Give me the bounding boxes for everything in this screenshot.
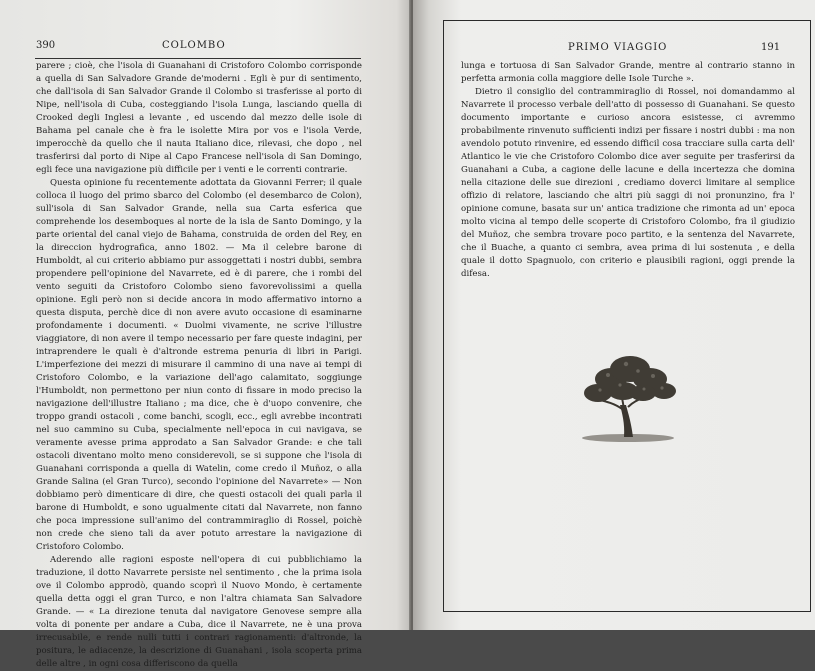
right-running-head: PRIMO VIAGGIO — [568, 42, 668, 53]
left-page-number: 390 — [36, 40, 56, 51]
left-paragraph-2: Questa opinione fu recentemente adottata da Giovanni Ferrer; il quale colloca il luogo del primo sbarco del Colombo (el desembarco de Colon), sull'isola di San Salvador Grande, nella sua Carta esferica que comprehende los desemboques al norte de la isla de Santo Domingo, y la parte oriental del canal viejo de Bahama, construida de orden del Rey, en la direccion hydrografica, anno 1802. — Ma il celebre barone di Humboldt, al cui criterio abbiamo pur assoggettati i nostri dubbi, sembra propendere pell'opinione del Navarrete, ed è di parere, che i rombi del vento seguiti da Cristoforo Colombo sieno favorevolissimi a quella opinione. Egli però non si decide ancora in modo affermativo intorno a questa disputa, perchè dice di non avere avuto occasione di esaminarne profondamente i documenti. « Duolmi vivamente, ne scrive l'illustre viaggiatore, di non avere il tempo necessario per fare queste indagini, per intraprendere le quali è d'altronde estrema penuria di libri in Parigi. L'imperfezione dei mezzi di misurare il cammino di una nave ai tempi di Cristoforo Colombo, e la variazione dell'ago calamitato, soggiunge l'Humboldt, non permettono per niun conto di fissare in modo preciso la navigazione dell'illustre Italiano ; ma dice, che è d'uopo convenire, che troppo grandi ostacoli , come banchi, scogli, ecc., egli avrebbe incontrati nel suo cammino su Cuba, specialmente nell'epoca in cui navigava, se veramente avesse prima approdato a San Salvador Grande: e che tali ostacoli diventano molto meno considerevoli, se si suppone che l'isola di Guanahani corrisponda a quella di Watelin, come credo il Muñoz, o alla Grande Salina (el Gran Turco), secondo l'opinione del Navarrete» — Non dobbiamo però dimenticare di dire, che questi ostacoli dei quali parla il barone di Humboldt, e sono ugualmente citati dal Navarrete, non fanno che poca impressione sull'animo del contrammiraglio di Rossel, poichè non crede che sieno tali da aver potuto arrestare la navigazione di Cristoforo Colombo. — [36, 178, 362, 552]
left-running-head: COLOMBO — [162, 40, 226, 51]
right-page — [413, 0, 815, 630]
right-paragraph-1: lunga e tortuosa di San Salvador Grande, mentre al contrario stanno in perfetta armonia colla maggiore delle Isole Turche ». — [461, 61, 795, 84]
left-paragraph-3: Aderendo alle ragioni esposte nell'opera di cui pubblichiamo la traduzione, il dotto Navarrete persiste nel sentimento , che la prima isola ove il Colombo approdò, quando scoprì il Nuovo Mondo, è certamente quella detta oggi el gran Turco, e non l'altra chiamata San Salvadore Grande. — « La direzione tenuta dal navigatore Genovese sempre alla volta di ponente per andare a Cuba, dice il Navarrete, ne è una prova irrecusabile, e rende nulli tutti i contrari ragionamenti: d'altronde, la positura, le adiacenze, la descrizione di Guanahani , isola scoperta prima delle altre , in ogni cosa differiscono da quella — [36, 555, 362, 669]
left-page-body — [36, 60, 362, 671]
right-page-number: 191 — [761, 42, 781, 53]
left-paragraph-1: parere ; cioè, che l'isola di Guanahani di Cristoforo Colombo corrisponde a quella di San Salvadore Grande de'moderni . Egli è pur di sentimento, che dall'isola di San Salvador Grande il Colombo si trasferisse al porto di Nipe, nell'isola di Cuba, costeggiando l'isola Lunga, lasciando quella di Crooked degli Inglesi a levante , ed uscendo dal mezzo delle isole di Bahama pel canale che è fra le isolette Mira por vos e l'isola Verde, imperocchè da quello che il nauta Italiano dice, rilevasi, che dopo , nel trasferirsi dal porto di Nipe al Capo Francese nell'isola di San Domingo, egli fece una navigazione più difficile per i venti e le correnti contrarie. — [36, 61, 362, 175]
right-page-body — [461, 60, 795, 281]
tree-vignette-icon — [578, 349, 680, 445]
right-paragraph-2: Dietro il consiglio del contrammiraglio di Rossel, noi domandammo al Navarrete il processo verbale dell'atto di possesso di Guanahani. Se questo documento importante e curioso ancora esistesse, ci avremmo probabilmente rinvenuto sufficienti indizi per fissare i nostri dubbi : ma non avendolo potuto rinvenire, ed essendo difficil cosa tracciare sulla carta dell' Atlantico le vie che Cristoforo Colombo dice aver seguite per trasferirsi da Guanahani a Cuba, a cagione delle lacune e della incertezza che domina nella citazione delle sue direzioni , crediamo doverci limitare al semplice offizio di relatore, lasciando che altri più saggi di noi pronunzino, fra l' opinione comune, basata sur un' antica tradizione che rimonta ad un' epoca molto vicina al tempo delle scoperte di Cristoforo Colombo, fra il giudizio del Muñoz, che sembra trovare poco partito, e la sentenza del Navarrete, che il Buache, a quanto ci sembra, avea prima di lui sostenuta , e della quale il dotto Spagnuolo, con criterio e plausibili ragioni, oggi prende la difesa. — [461, 87, 795, 279]
